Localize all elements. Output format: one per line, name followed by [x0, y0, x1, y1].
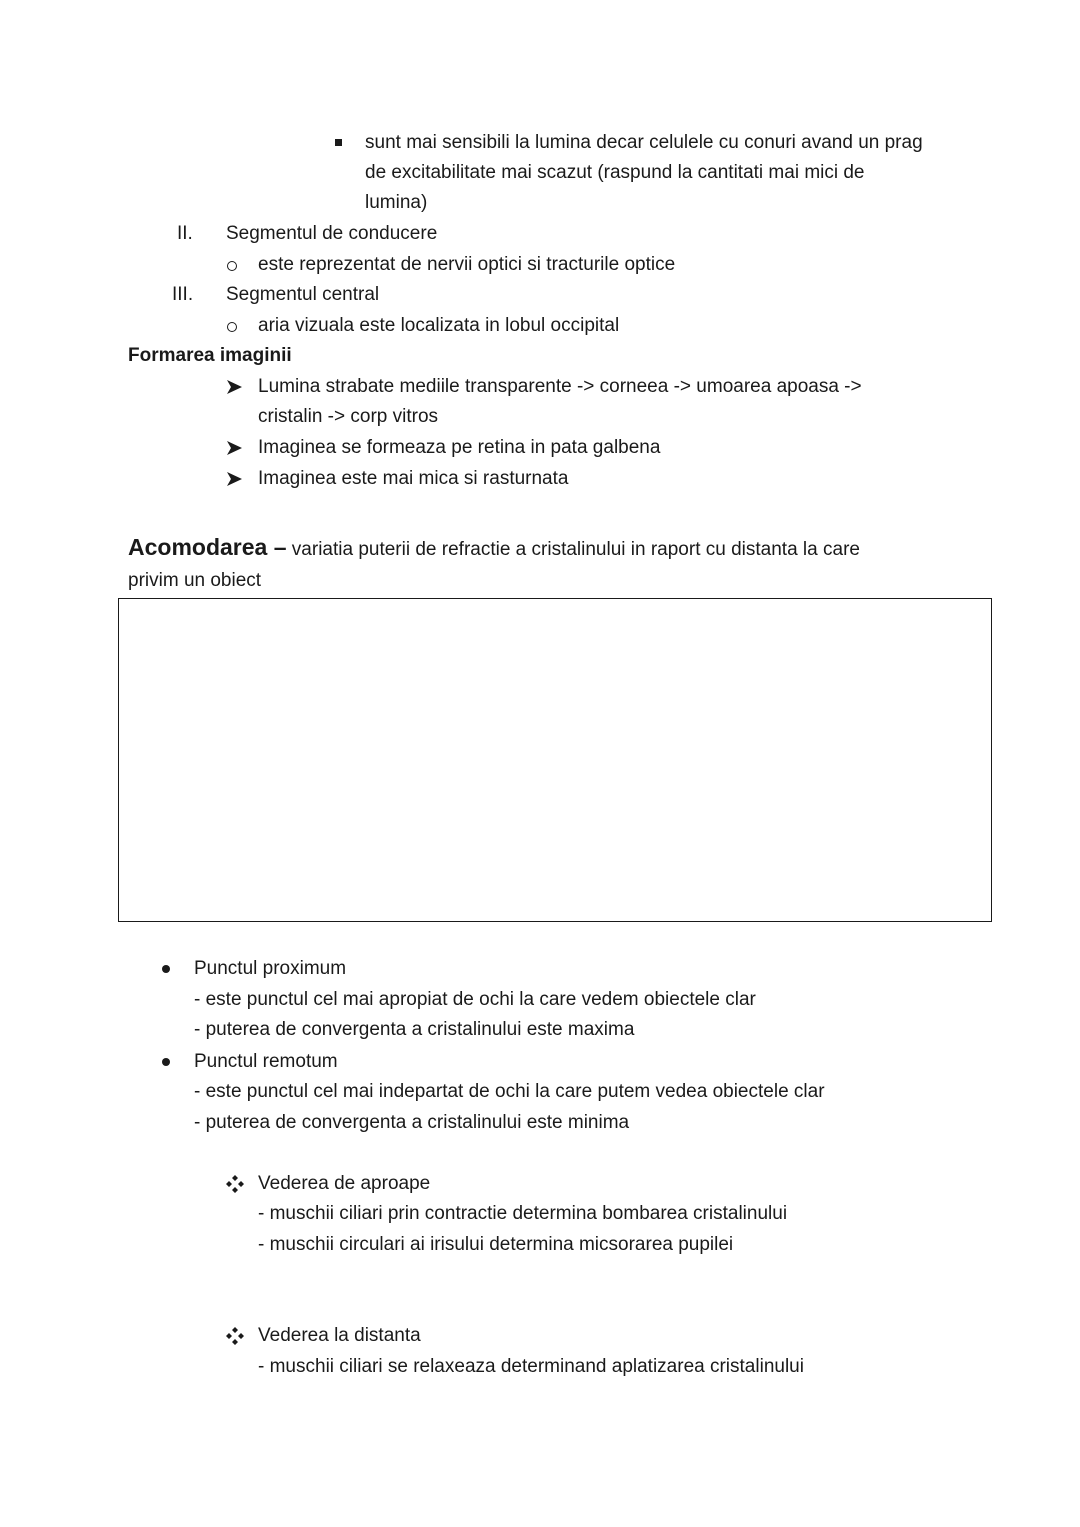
- acomodarea-definition-line2: privim un obiect: [128, 570, 262, 591]
- vedere-line: - muschii ciliari se relaxeaza determinand aplatizarea cristalinului: [258, 1356, 804, 1377]
- section-heading-formarea: Formarea imaginii: [128, 345, 292, 366]
- segment-detail: aria vizuala este localizata in lobul occipital: [258, 315, 620, 336]
- punct-line: - puterea de convergenta a cristalinului este minima: [194, 1112, 630, 1133]
- punct-line: - puterea de convergenta a cristalinului este maxima: [194, 1019, 635, 1040]
- acomodarea-definition-line1: variatia puterii de refractie a cristalinului in raport cu distanta la care: [291, 539, 860, 560]
- photoreceptor-text-line3: lumina): [365, 192, 428, 213]
- punct-line: - este punctul cel mai apropiat de ochi la care vedem obiectele clar: [194, 989, 756, 1010]
- arrowhead-bullet-icon: [226, 471, 244, 487]
- segment-title: Segmentul central: [226, 284, 380, 305]
- square-bullet-icon: [335, 139, 342, 146]
- four-diamond-bullet-icon: [226, 1327, 244, 1345]
- formarea-item-line: Lumina strabate mediile transparente -> corneea -> umoarea apoasa ->: [258, 376, 862, 397]
- arrowhead-bullet-icon: [226, 379, 244, 395]
- vedere-line: - muschii ciliari prin contractie determina bombarea cristalinului: [258, 1203, 788, 1224]
- punct-title: Punctul proximum: [194, 958, 347, 979]
- segment-detail: este reprezentat de nervii optici si tracturile optice: [258, 254, 676, 275]
- dot-bullet-icon: [162, 1058, 170, 1066]
- formarea-item-line: Imaginea este mai mica si rasturnata: [258, 468, 569, 489]
- formarea-item-line: cristalin -> corp vitros: [258, 406, 439, 427]
- photoreceptor-text-line2: de excitabilitate mai scazut (raspund la cantitati mai mici de: [365, 162, 865, 183]
- segment-numeral: III.: [172, 284, 194, 305]
- punct-line: - este punctul cel mai indepartat de ochi la care putem vedea obiectele clar: [194, 1081, 825, 1102]
- circle-bullet-icon: [227, 322, 237, 332]
- figure-placeholder-box: [118, 598, 992, 922]
- segment-numeral: II.: [177, 223, 193, 244]
- circle-bullet-icon: [227, 261, 237, 271]
- acomodarea-term: Acomodarea –: [128, 534, 287, 560]
- vedere-title: Vederea la distanta: [258, 1325, 421, 1346]
- punct-title: Punctul remotum: [194, 1051, 338, 1072]
- vedere-title: Vederea de aproape: [258, 1173, 431, 1194]
- acomodarea-definition: [128, 532, 860, 565]
- dot-bullet-icon: [162, 965, 170, 973]
- four-diamond-bullet-icon: [226, 1175, 244, 1193]
- formarea-item-line: Imaginea se formeaza pe retina in pata galbena: [258, 437, 661, 458]
- photoreceptor-text-line1: sunt mai sensibili la lumina decar celulele cu conuri avand un prag: [365, 132, 923, 153]
- arrowhead-bullet-icon: [226, 440, 244, 456]
- segment-title: Segmentul de conducere: [226, 223, 438, 244]
- vedere-line: - muschii circulari ai irisului determina micsorarea pupilei: [258, 1234, 734, 1255]
